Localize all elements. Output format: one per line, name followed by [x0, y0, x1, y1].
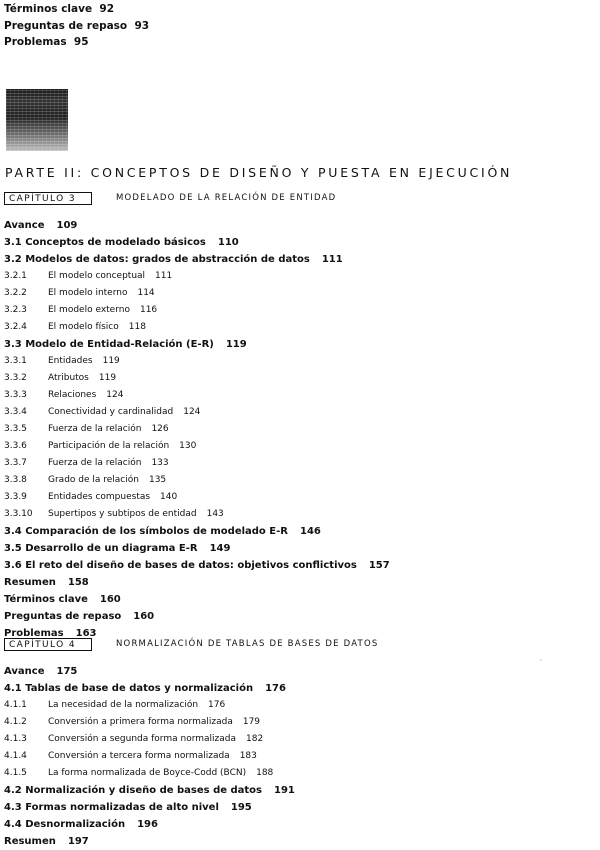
- entry-page: 146: [299, 526, 321, 537]
- toc-entry: [4, 319, 390, 336]
- toc-entry: [4, 421, 390, 438]
- entry-label: Preguntas de repaso: [4, 19, 128, 32]
- part-title: PARTE II: CONCEPTOS DE DISEÑO Y PUESTA EN EJECUCIÓN: [5, 165, 513, 180]
- chapter-toc: [4, 217, 390, 642]
- entry-page: 182: [246, 734, 264, 744]
- entry-label: La necesidad de la normalización: [48, 700, 199, 710]
- toc-entry: [4, 370, 390, 387]
- entry-label: 3.5 Desarrollo de un diagrama E-R: [4, 543, 198, 554]
- entry-page: 119: [98, 373, 117, 383]
- entry-number: 3.3.4: [4, 407, 27, 417]
- entry-page: 133: [151, 458, 169, 468]
- entry-number: 3.3.1: [4, 356, 27, 366]
- toc-entry: [4, 18, 149, 35]
- entry-label: 4.2 Normalización y diseño de bases de datos: [4, 785, 263, 796]
- toc-entry: [4, 472, 390, 489]
- entry-page: 158: [67, 577, 89, 588]
- toc-entry: [4, 489, 390, 506]
- entry-label: Problemas: [4, 628, 64, 639]
- entry-label: Resumen: [4, 836, 56, 847]
- toc-entry: [4, 574, 390, 591]
- toc-entry: [4, 765, 295, 782]
- chapter-label: CAPÍTULO 3: [9, 194, 76, 204]
- entry-label: Conversión a primera forma normalizada: [48, 717, 233, 727]
- entry-label: Entidades: [48, 356, 93, 366]
- entry-number: 3.3.6: [4, 441, 27, 451]
- toc-entry: [4, 540, 390, 557]
- chapter-label-box: [4, 638, 92, 651]
- entry-page: 126: [151, 424, 169, 434]
- toc-entry: [4, 34, 149, 51]
- entry-page: 160: [133, 611, 155, 622]
- entry-label: 3.6 El reto del diseño de bases de datos: objetivos conflictivos: [4, 560, 357, 571]
- entry-page: 116: [139, 305, 158, 315]
- top-entries: [4, 1, 149, 51]
- entry-page: 163: [75, 628, 97, 639]
- entry-label: Fuerza de la relación: [48, 458, 142, 468]
- entry-page: 119: [102, 356, 120, 366]
- entry-number: 3.2.4: [4, 322, 27, 332]
- toc-entry: [4, 557, 390, 574]
- entry-page: 176: [208, 700, 226, 710]
- entry-label: Entidades compuestas: [48, 492, 151, 502]
- entry-label: Fuerza de la relación: [48, 424, 142, 434]
- entry-number: 4.1.5: [4, 768, 27, 778]
- toc-entry: [4, 404, 390, 421]
- part-texture-image: [6, 89, 68, 151]
- toc-entry: [4, 608, 390, 625]
- entry-label: Resumen: [4, 577, 56, 588]
- toc-entry: [4, 336, 390, 353]
- entry-page: 135: [148, 475, 167, 485]
- entry-page: 143: [206, 509, 224, 519]
- entry-label: Participación de la relación: [48, 441, 170, 451]
- entry-page: 118: [128, 322, 146, 332]
- entry-label: El modelo conceptual: [48, 271, 146, 281]
- toc-entry: [4, 353, 390, 370]
- entry-page: 191: [274, 785, 295, 796]
- entry-page: 140: [160, 492, 178, 502]
- entry-label: 4.3 Formas normalizadas de alto nivel: [4, 802, 219, 813]
- chapter-label-box: [4, 192, 92, 205]
- entry-page: 114: [137, 288, 155, 298]
- entry-label: Avance: [4, 666, 45, 677]
- entry-label: Conversión a segunda forma normalizada: [48, 734, 236, 744]
- entry-page: 176: [265, 683, 286, 694]
- toc-entry: [4, 663, 295, 680]
- toc-entry: [4, 251, 390, 268]
- entry-label: 4.4 Desnormalización: [4, 819, 126, 830]
- entry-label: Preguntas de repaso: [4, 611, 122, 622]
- entry-page: 119: [225, 339, 247, 350]
- toc-entry: [4, 268, 390, 285]
- entry-page: 92: [99, 3, 115, 15]
- entry-page: 196: [137, 819, 158, 830]
- entry-number: 4.1.1: [4, 700, 27, 710]
- toc-entry: [4, 302, 390, 319]
- entry-page: 175: [56, 666, 78, 677]
- entry-label: 4.1 Tablas de base de datos y normalización: [4, 683, 254, 694]
- entry-label: La forma normalizada de Boyce-Codd (BCN): [48, 768, 247, 778]
- toc-entry: [4, 782, 295, 799]
- toc-entry: [4, 217, 390, 234]
- entry-page: 111: [155, 271, 173, 281]
- entry-page: 157: [368, 560, 390, 571]
- entry-label: El modelo externo: [48, 305, 130, 315]
- entry-label: Términos clave: [4, 594, 88, 605]
- entry-number: 3.3.5: [4, 424, 27, 434]
- entry-label: Supertipos y subtipos de entidad: [48, 509, 197, 519]
- entry-label: Términos clave: [4, 3, 93, 15]
- entry-number: 3.3.8: [4, 475, 27, 485]
- entry-label: El modelo interno: [48, 288, 128, 298]
- entry-number: 4.1.2: [4, 717, 27, 727]
- entry-page: 109: [56, 220, 78, 231]
- toc-entry: [4, 748, 295, 765]
- entry-page: 130: [179, 441, 197, 451]
- entry-number: 3.3.9: [4, 492, 27, 502]
- entry-page: 179: [242, 717, 261, 727]
- toc-entry: [4, 714, 295, 731]
- entry-number: 4.1.3: [4, 734, 27, 744]
- entry-page: 110: [217, 237, 239, 248]
- entry-label: Conversión a tercera forma normalizada: [48, 751, 230, 761]
- entry-label: Grado de la relación: [48, 475, 139, 485]
- entry-number: 3.2.3: [4, 305, 27, 315]
- entry-page: 149: [209, 543, 231, 554]
- entry-label: 3.1 Conceptos de modelado básicos: [4, 237, 206, 248]
- toc-entry: [4, 799, 295, 816]
- entry-page: 111: [321, 254, 343, 265]
- entry-label: Conectividad y cardinalidad: [48, 407, 174, 417]
- entry-number: 3.2.1: [4, 271, 27, 281]
- toc-entry: [4, 285, 390, 302]
- entry-number: 3.3.10: [4, 509, 33, 519]
- entry-label: Atributos: [48, 373, 89, 383]
- entry-number: 3.3.7: [4, 458, 27, 468]
- entry-page: 188: [256, 768, 274, 778]
- entry-label: 3.4 Comparación de los símbolos de modelado E-R: [4, 526, 288, 537]
- entry-number: 3.3.3: [4, 390, 27, 400]
- toc-entry: [4, 234, 390, 251]
- entry-page: 93: [134, 19, 150, 32]
- toc-entry: [4, 697, 295, 714]
- entry-page: 124: [183, 407, 201, 417]
- entry-label: Avance: [4, 220, 45, 231]
- entry-page: 197: [67, 836, 89, 847]
- chapter-label: CAPÍTULO 4: [9, 640, 76, 650]
- toc-entry: [4, 387, 390, 404]
- entry-page: 195: [230, 802, 252, 813]
- entry-page: 160: [99, 594, 121, 605]
- entry-label: Relaciones: [48, 390, 97, 400]
- entry-label: 3.3 Modelo de Entidad-Relación (E-R): [4, 339, 214, 350]
- toc-entry: [4, 591, 390, 608]
- scan-mark: ,: [540, 654, 543, 662]
- toc-entry: [4, 833, 295, 850]
- chapter-title: MODELADO DE LA RELACIÓN DE ENTIDAD: [116, 193, 337, 203]
- chapter-title: NORMALIZACIÓN DE TABLAS DE BASES DE DATOS: [116, 639, 379, 649]
- toc-entry: [4, 816, 295, 833]
- toc-entry: [4, 1, 149, 18]
- entry-page: 124: [106, 390, 124, 400]
- toc-entry: [4, 523, 390, 540]
- entry-number: 4.1.4: [4, 751, 27, 761]
- toc-entry: [4, 438, 390, 455]
- entry-label: Problemas: [4, 36, 67, 48]
- entry-number: 3.2.2: [4, 288, 27, 298]
- toc-entry: [4, 731, 295, 748]
- entry-label: El modelo físico: [48, 322, 119, 332]
- entry-number: 3.3.2: [4, 373, 27, 383]
- chapter-toc: [4, 663, 295, 850]
- entry-label: 3.2 Modelos de datos: grados de abstracción de datos: [4, 254, 310, 265]
- entry-page: 183: [239, 751, 257, 761]
- toc-entry: [4, 680, 295, 697]
- entry-page: 95: [73, 36, 89, 48]
- toc-entry: [4, 506, 390, 523]
- toc-entry: [4, 455, 390, 472]
